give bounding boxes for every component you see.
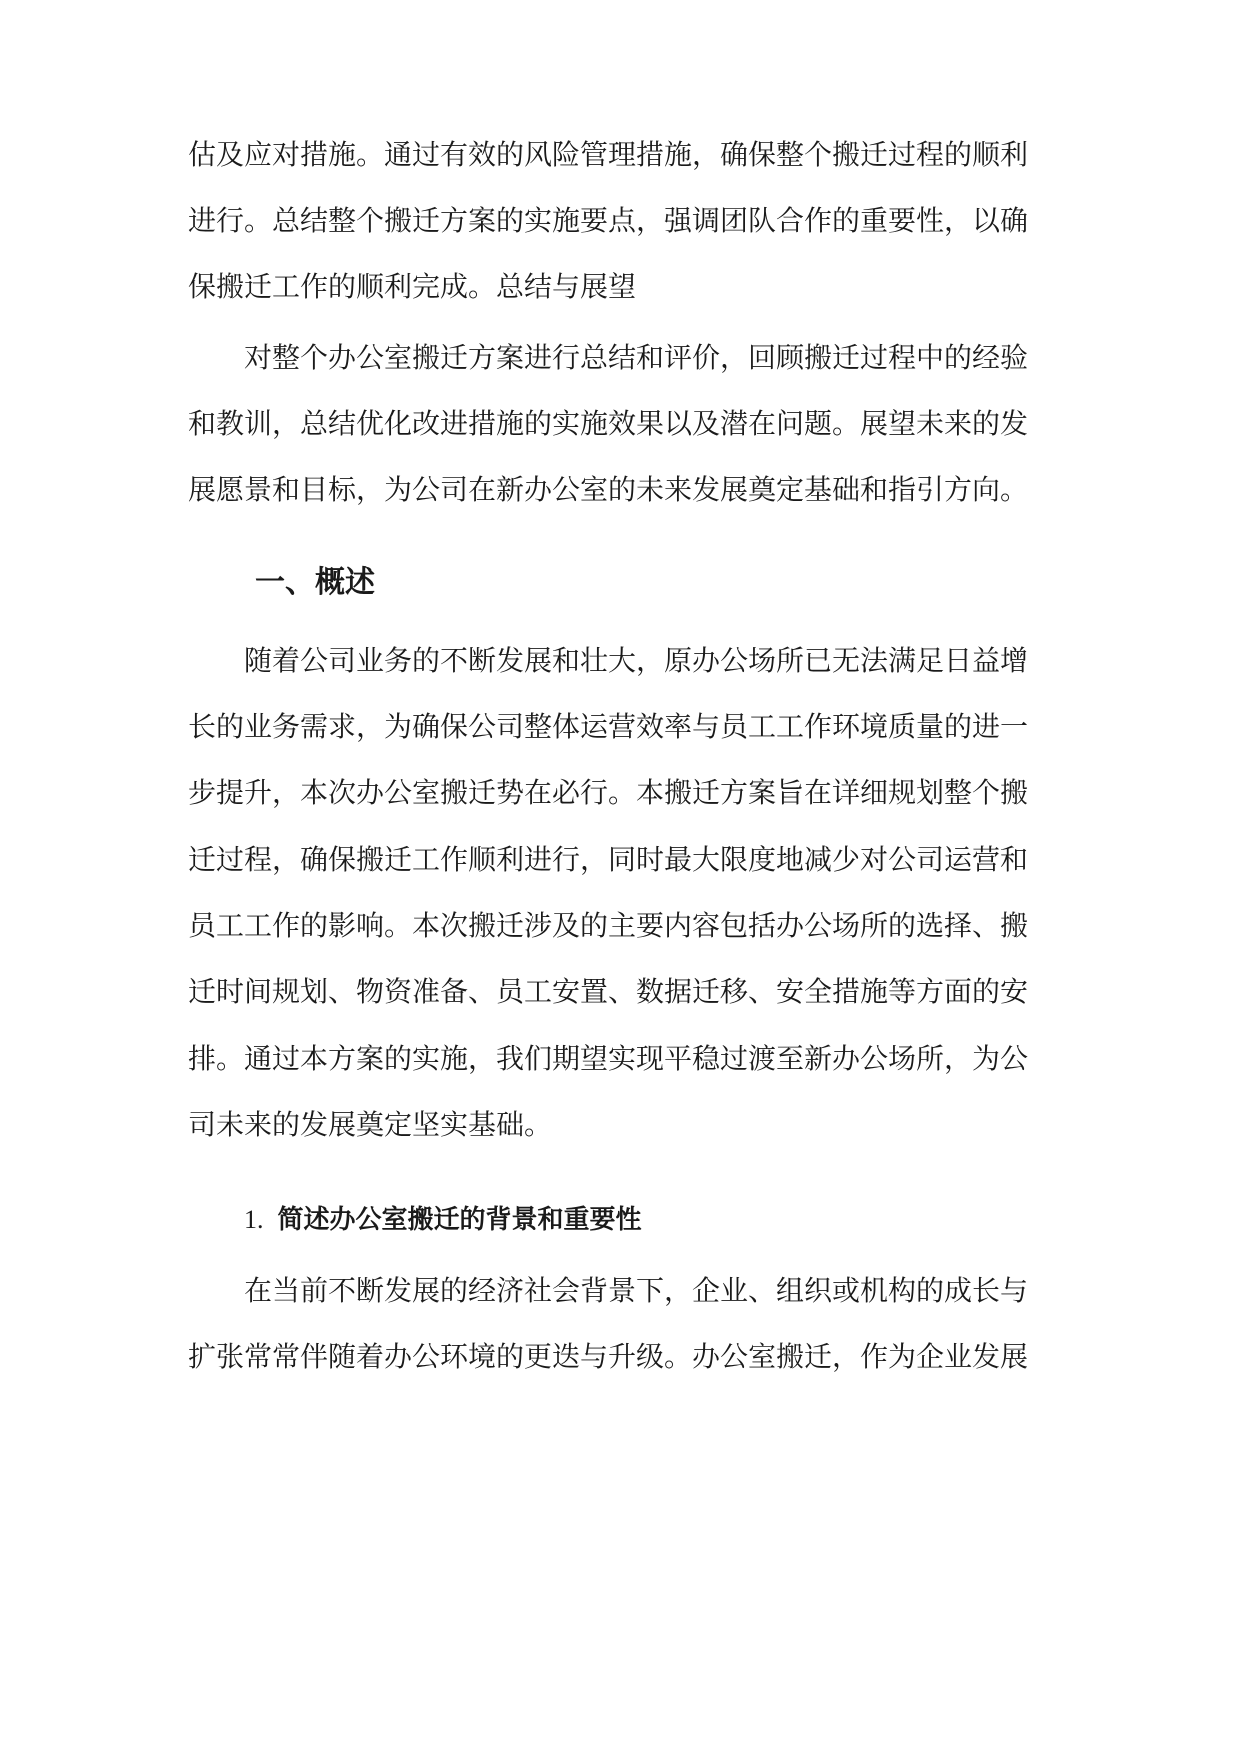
paragraph-line: 步提升，本次办公室搬迁势在必行。本搬迁方案旨在详细规划整个搬 bbox=[188, 776, 1029, 809]
paragraph-line: 排。通过本方案的实施，我们期望实现平稳过渡至新办公场所，为公 bbox=[188, 1042, 1029, 1075]
section-heading: 一、概述 bbox=[255, 565, 375, 600]
paragraph-line: 司未来的发展奠定坚实基础。 bbox=[188, 1108, 553, 1141]
paragraph-line: 随着公司业务的不断发展和壮大，原办公场所已无法满足日益增 bbox=[244, 644, 1029, 677]
paragraph-line: 保搬迁工作的顺利完成。总结与展望 bbox=[188, 270, 637, 303]
subsection-title: 简述办公室搬迁的背景和重要性 bbox=[277, 1205, 642, 1235]
paragraph-line: 展愿景和目标，为公司在新办公室的未来发展奠定基础和指引方向。 bbox=[188, 473, 1029, 506]
paragraph-line: 长的业务需求，为确保公司整体运营效率与员工工作环境质量的进一 bbox=[188, 710, 1029, 743]
paragraph-line: 扩张常常伴随着办公环境的更迭与升级。办公室搬迁，作为企业发展 bbox=[188, 1340, 1029, 1373]
paragraph-line: 进行。总结整个搬迁方案的实施要点，强调团队合作的重要性，以确 bbox=[188, 204, 1029, 237]
paragraph-line: 迁时间规划、物资准备、员工安置、数据迁移、安全措施等方面的安 bbox=[188, 975, 1029, 1008]
subsection-heading bbox=[244, 1200, 642, 1240]
subsection-number: 1. bbox=[244, 1205, 264, 1234]
paragraph-line: 迁过程，确保搬迁工作顺利进行，同时最大限度地减少对公司运营和 bbox=[188, 843, 1029, 876]
paragraph-line: 对整个办公室搬迁方案进行总结和评价，回顾搬迁过程中的经验 bbox=[244, 341, 1029, 374]
paragraph-line: 估及应对措施。通过有效的风险管理措施，确保整个搬迁过程的顺利 bbox=[188, 138, 1029, 171]
paragraph-line: 和教训，总结优化改进措施的实施效果以及潜在问题。展望未来的发 bbox=[188, 407, 1029, 440]
paragraph-line: 在当前不断发展的经济社会背景下，企业、组织或机构的成长与 bbox=[244, 1274, 1029, 1307]
paragraph-line: 员工工作的影响。本次搬迁涉及的主要内容包括办公场所的选择、搬 bbox=[188, 909, 1029, 942]
